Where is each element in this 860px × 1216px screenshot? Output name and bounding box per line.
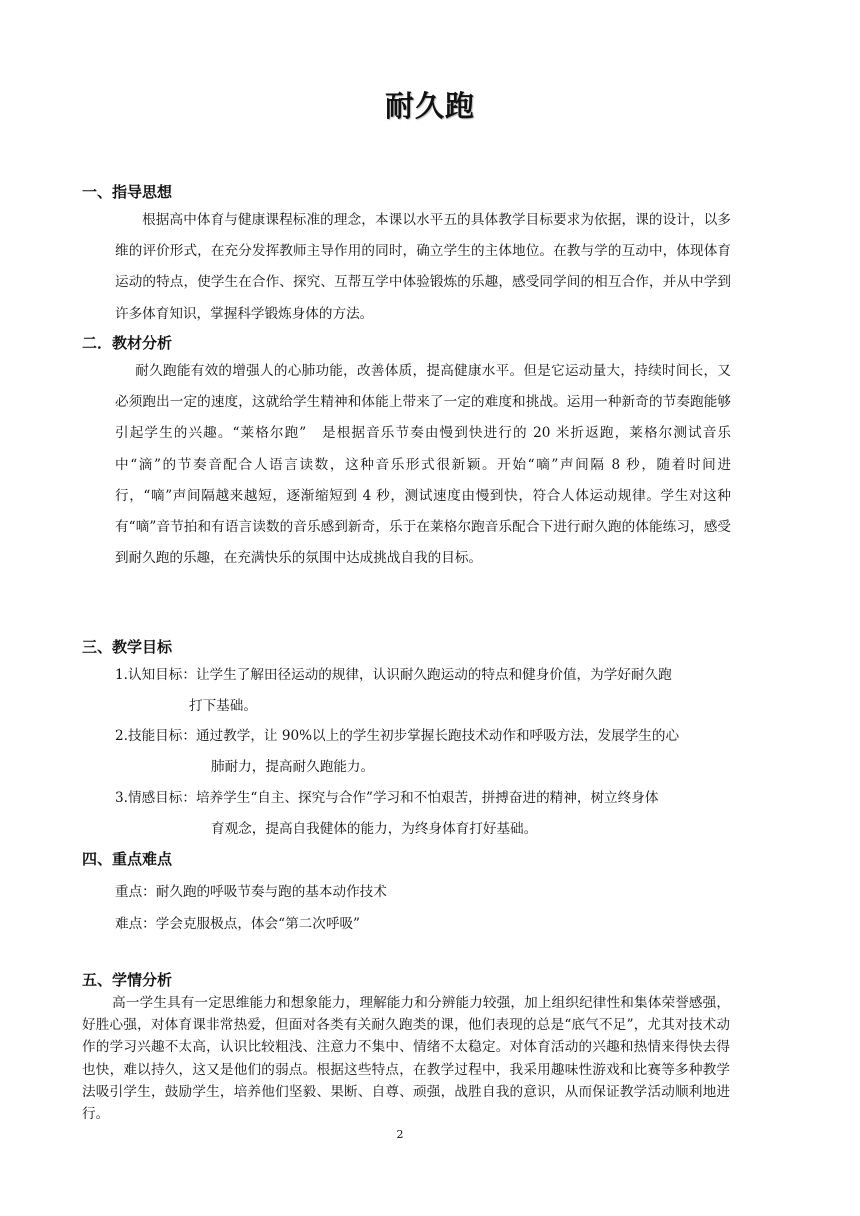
student-analysis-text: 高一学生具有一定思维能力和想象能力，理解能力和分辨能力较强，加上组织纪律性和集体荣誉感强，好胜心强，对体育课非常热爱，但面对各类有关耐久跑类的课，他们表现的总是“底气不足”，尤其对技术动作的学习兴趣不太高，认识比较粗浅、注意力不集中、情绪不太稳定。对体育活动的兴趣和热情来得快去得也快，难以持久，这又是他们的弱点。根据这些特点，在教学过程中，我采用趣味性游戏和比赛等多种教学法吸引学生，鼓励学生，培养他们坚毅、果断、自尊、顽强，战胜自我的意识，从而保证教学活动顺利地进行。 xyxy=(82,995,730,1123)
guiding-thought-text: 根据高中体育与健康课程标准的理念，本课以水平五的具体教学目标要求为依据，课的设计，以多维的评价形式，在充分发挥教师主导作用的同时，确立学生的主体地位。在教与学的互动中，体现体育运动的特点，使学生在合作、探究、互帮互学中体验锻炼的乐趣，感受同学间的相互合作，并从中学到许多体育知识，掌握科学锻炼身体的方法。 xyxy=(115,212,731,322)
goal-item-affective xyxy=(115,783,731,845)
goal-item-cognitive xyxy=(115,660,731,722)
goal-line: 2.技能目标：通过教学，让 90%以上的学生初步掌握长跑技术动作和呼吸方法，发展学生的心 xyxy=(115,728,680,744)
document-title: 耐久跑 xyxy=(384,89,475,123)
section-heading-material-analysis: 二．教材分析 xyxy=(82,334,173,352)
key-point-line: 重点：耐久跑的呼吸节奏与跑的基本动作技术 xyxy=(115,884,387,900)
guiding-thought-paragraph xyxy=(115,205,731,330)
goal-line: 3.情感目标：培养学生“自主、探究与合作”学习和不怕艰苦，拼搏奋进的精神，树立终身体 xyxy=(115,790,659,806)
student-analysis-paragraph xyxy=(82,992,730,1125)
goal-line: 1.认知目标：让学生了解田径运动的规律，认识耐久跑运动的特点和健身价值，为学好耐久跑 xyxy=(115,667,672,683)
section-heading-student-analysis: 五、学情分析 xyxy=(82,971,173,989)
goal-item-skill xyxy=(115,721,731,783)
material-analysis-paragraph xyxy=(115,356,731,574)
section-heading-teaching-goals: 三、教学目标 xyxy=(82,638,173,656)
goal-continuation: 育观念，提高自我健体的能力，为终身体育打好基础。 xyxy=(211,821,538,837)
difficult-point-line: 难点：学会克服极点，体会“第二次呼吸” xyxy=(115,916,360,932)
goal-continuation: 打下基础。 xyxy=(189,698,257,714)
section-heading-key-points: 四、重点难点 xyxy=(82,850,173,868)
goal-continuation: 肺耐力，提高耐久跑能力。 xyxy=(211,759,375,775)
section-heading-guiding-thought: 一、指导思想 xyxy=(82,183,173,201)
material-analysis-text: 耐久跑能有效的增强人的心肺功能，改善体质，提高健康水平。但是它运动量大，持续时间长，又必须跑出一定的速度，这就给学生精神和体能上带来了一定的难度和挑战。运用一种新奇的节奏跑能够引起学生的兴趣。“莱格尔跑” 是根据音乐节奏由慢到快进行的 20 米折返跑，莱格尔测试音乐中“滴”的节奏音配合人语言读数，这种音乐形式很新颖。开始“嘀”声间隔 8 秒，随着时间进行，“嘀”声间隔越来越短，逐渐缩短到 4 秒，测试速度由慢到快，符合人体运动规律。学生对这种有“嘀”音节拍和有语言读数的音乐感到新奇，乐于在莱格尔跑音乐配合下进行耐久跑的体能练习，感受到耐久跑的乐趣，在充满快乐的氛围中达成挑战自我的目标。 xyxy=(115,363,731,567)
page-number: 2 xyxy=(396,1128,404,1141)
